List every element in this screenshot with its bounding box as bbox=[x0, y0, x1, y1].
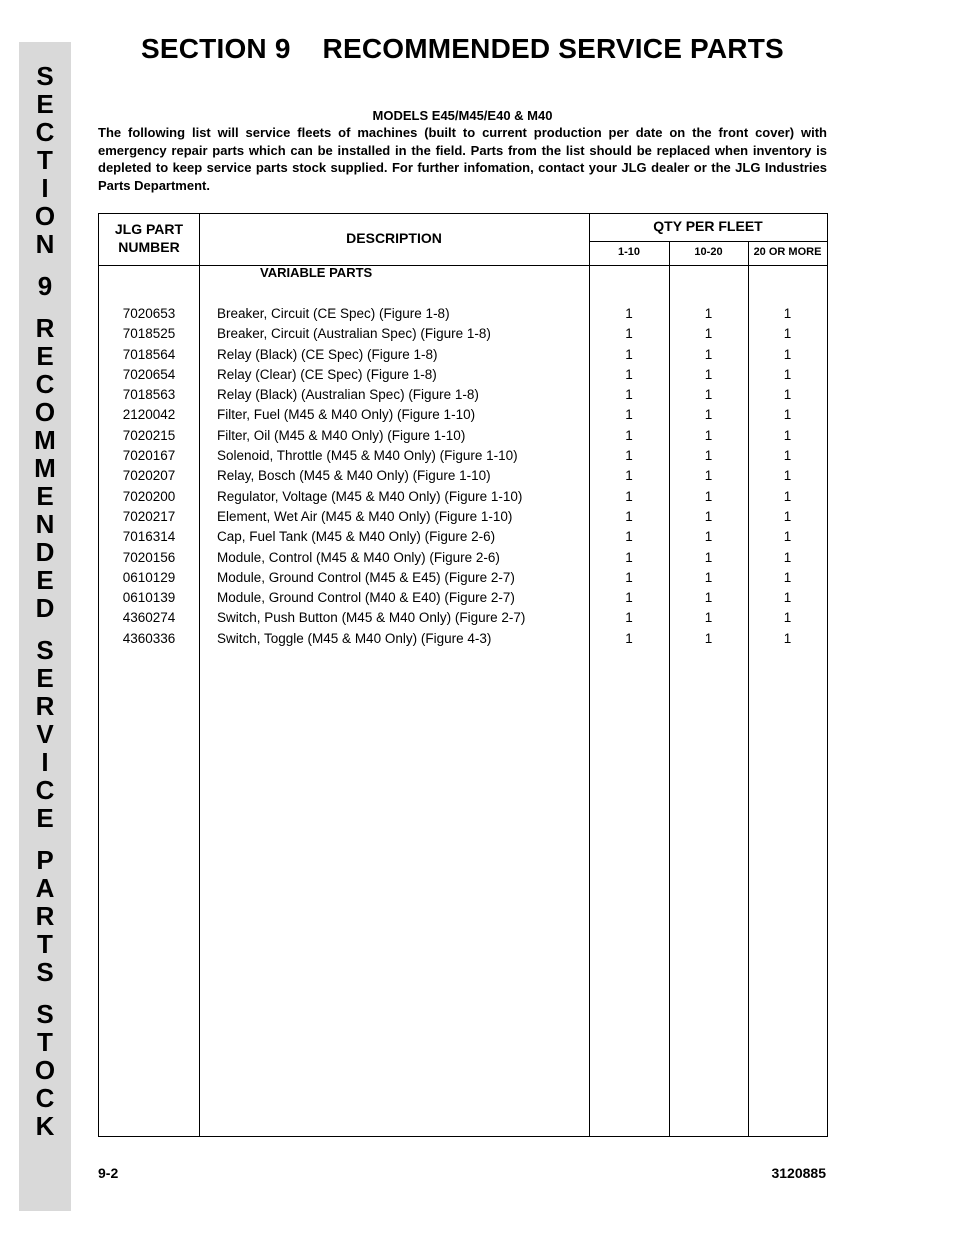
table-row bbox=[99, 509, 827, 529]
table-row bbox=[99, 529, 827, 549]
description-cell: Switch, Toggle (M45 & M40 Only) (Figure 4-3) bbox=[217, 630, 492, 646]
qty-1-10-cell: 1 bbox=[625, 468, 633, 484]
qty-20-or-more-cell: 1 bbox=[783, 427, 792, 443]
qty-1-10-cell: 1 bbox=[625, 387, 633, 403]
sidebar-letter: S bbox=[36, 635, 54, 665]
qty-20-or-more-cell: 1 bbox=[783, 346, 792, 362]
parts-table bbox=[98, 213, 828, 1137]
qty-1-10-cell: 1 bbox=[625, 549, 633, 565]
sidebar-letter: E bbox=[36, 565, 54, 595]
description-cell: Solenoid, Throttle (M45 & M40 Only) (Figure 1-10) bbox=[217, 448, 518, 464]
sidebar-letter: E bbox=[36, 481, 54, 511]
qty-10-20-cell: 1 bbox=[704, 427, 713, 443]
qty-20-or-more-cell: 1 bbox=[783, 529, 792, 545]
sidebar-vertical-text bbox=[19, 62, 71, 1140]
qty-20-or-more-cell: 1 bbox=[783, 326, 792, 342]
qty-20-or-more-cell: 1 bbox=[783, 549, 792, 565]
qty-1-10-cell: 1 bbox=[625, 610, 633, 626]
table-row bbox=[99, 428, 827, 448]
description-cell: Element, Wet Air (M45 & M40 Only) (Figure 1-10) bbox=[217, 508, 513, 524]
sidebar-letter: E bbox=[36, 663, 54, 693]
table-row bbox=[99, 570, 827, 590]
table-row bbox=[99, 610, 827, 630]
sidebar-letter: N bbox=[35, 229, 55, 259]
header-qty-10-20: 10-20 bbox=[694, 246, 723, 258]
description-cell: Breaker, Circuit (CE Spec) (Figure 1-8) bbox=[217, 306, 450, 321]
qty-20-or-more-cell: 1 bbox=[783, 569, 792, 585]
description-cell: Regulator, Voltage (M45 & M40 Only) (Figure 1-10) bbox=[217, 488, 523, 504]
qty-1-10-cell: 1 bbox=[625, 630, 633, 646]
qty-10-20-cell: 1 bbox=[704, 529, 713, 545]
qty-10-20-cell: 1 bbox=[704, 346, 713, 362]
qty-1-10-cell: 1 bbox=[625, 529, 633, 545]
table-row bbox=[99, 407, 827, 427]
sidebar-letter: R bbox=[35, 313, 55, 343]
qty-20-or-more-cell: 1 bbox=[783, 630, 792, 646]
qty-20-or-more-cell: 1 bbox=[783, 488, 792, 504]
part-number-cell: 7020217 bbox=[122, 508, 176, 524]
sidebar-letter: I bbox=[41, 173, 49, 203]
table-row bbox=[99, 550, 827, 570]
table-row bbox=[99, 448, 827, 468]
sidebar-letter: S bbox=[36, 61, 54, 91]
qty-10-20-cell: 1 bbox=[704, 569, 713, 585]
qty-10-20-cell: 1 bbox=[704, 306, 713, 321]
qty-10-20-cell: 1 bbox=[704, 407, 713, 423]
qty-10-20-cell: 1 bbox=[704, 549, 713, 565]
page-number: 9-2 bbox=[98, 1165, 119, 1181]
description-cell: Filter, Oil (M45 & M40 Only) (Figure 1-10) bbox=[217, 427, 466, 443]
qty-1-10-cell: 1 bbox=[625, 306, 633, 321]
qty-20-or-more-cell: 1 bbox=[783, 448, 792, 464]
description-cell: Module, Ground Control (M40 & E40) (Figure 2-7) bbox=[217, 590, 515, 606]
qty-10-20-cell: 1 bbox=[704, 326, 713, 342]
models-heading: MODELS E45/M45/E40 & M40 bbox=[372, 108, 553, 123]
sidebar-letter: T bbox=[37, 1027, 53, 1057]
sidebar-letter: R bbox=[35, 901, 55, 931]
qty-1-10-cell: 1 bbox=[625, 590, 633, 606]
sidebar-letter: C bbox=[35, 369, 55, 399]
page-title: SECTION 9 RECOMMENDED SERVICE PARTS bbox=[141, 33, 784, 64]
table-row bbox=[99, 468, 827, 488]
sidebar-letter: C bbox=[35, 117, 55, 147]
intro-paragraph: The following list will service fleets of machines (built to current production per date on the front cover) with emergency repair parts which can be installed in the field. Parts from the list should be replaced when inventory is depleted to keep service parts stock supplied. For further infomation, contact your JLG dealer or the JLG Industries Parts Department. bbox=[98, 125, 827, 193]
sidebar-letter: O bbox=[34, 1055, 56, 1085]
sidebar-letter: P bbox=[36, 845, 54, 875]
part-number-cell: 7020653 bbox=[122, 306, 176, 321]
sidebar-letter: D bbox=[35, 593, 55, 623]
sidebar-letter: C bbox=[35, 1083, 55, 1113]
table-row bbox=[99, 367, 827, 387]
qty-10-20-cell: 1 bbox=[704, 630, 713, 646]
header-qty-20-or-more: 20 OR MORE bbox=[753, 246, 822, 258]
sidebar-letter: O bbox=[34, 201, 56, 231]
qty-1-10-cell: 1 bbox=[625, 346, 633, 362]
sidebar-letter: M bbox=[34, 425, 56, 455]
header-description: DESCRIPTION bbox=[346, 230, 442, 246]
qty-1-10-cell: 1 bbox=[625, 448, 633, 464]
header-qty-per-fleet: QTY PER FLEET bbox=[653, 218, 763, 234]
qty-20-or-more-cell: 1 bbox=[783, 306, 792, 321]
sidebar-letter: C bbox=[35, 775, 55, 805]
sidebar-letter: V bbox=[36, 719, 54, 749]
qty-10-20-cell: 1 bbox=[704, 366, 713, 382]
qty-1-10-cell: 1 bbox=[625, 427, 633, 443]
part-number-cell: 4360274 bbox=[122, 610, 176, 626]
sidebar-letter: S bbox=[36, 999, 54, 1029]
table-row bbox=[99, 590, 827, 610]
description-cell: Filter, Fuel (M45 & M40 Only) (Figure 1-10) bbox=[217, 407, 476, 423]
qty-10-20-cell: 1 bbox=[704, 387, 713, 403]
description-cell: Relay, Bosch (M45 & M40 Only) (Figure 1-10) bbox=[217, 468, 491, 484]
sidebar-letter: S bbox=[36, 957, 54, 987]
qty-1-10-cell: 1 bbox=[625, 488, 633, 504]
qty-1-10-cell: 1 bbox=[625, 508, 633, 524]
sidebar-letter: O bbox=[34, 397, 56, 427]
sidebar-letter: A bbox=[35, 873, 55, 903]
sidebar-letter: I bbox=[41, 747, 49, 777]
description-cell: Switch, Push Button (M45 & M40 Only) (Figure 2-7) bbox=[217, 610, 526, 626]
part-number-cell: 7018564 bbox=[122, 346, 176, 362]
sidebar-letter: 9 bbox=[37, 271, 53, 301]
description-cell: Module, Control (M45 & M40 Only) (Figure 2-6) bbox=[217, 549, 500, 565]
qty-10-20-cell: 1 bbox=[704, 610, 713, 626]
table-row bbox=[99, 489, 827, 509]
sidebar-letter: E bbox=[36, 89, 54, 119]
header-part-number: JLG PART NUMBER bbox=[114, 221, 184, 255]
qty-20-or-more-cell: 1 bbox=[783, 387, 792, 403]
part-number-cell: 7020200 bbox=[122, 488, 176, 504]
qty-1-10-cell: 1 bbox=[625, 569, 633, 585]
table-row bbox=[99, 306, 827, 326]
qty-20-or-more-cell: 1 bbox=[783, 407, 792, 423]
description-cell: Module, Ground Control (M45 & E45) (Figure 2-7) bbox=[217, 569, 515, 585]
qty-20-or-more-cell: 1 bbox=[783, 610, 792, 626]
qty-20-or-more-cell: 1 bbox=[783, 508, 792, 524]
table-row bbox=[99, 631, 827, 651]
sidebar-letter: E bbox=[36, 803, 54, 833]
section-sidebar-tab bbox=[19, 42, 71, 1211]
description-cell: Relay (Black) (Australian Spec) (Figure 1-8) bbox=[217, 387, 479, 403]
qty-1-10-cell: 1 bbox=[625, 407, 633, 423]
qty-20-or-more-cell: 1 bbox=[783, 366, 792, 382]
table-row bbox=[99, 347, 827, 367]
variable-parts-label: VARIABLE PARTS bbox=[260, 265, 373, 280]
description-cell: Breaker, Circuit (Australian Spec) (Figure 1-8) bbox=[217, 326, 491, 342]
qty-20-or-more-cell: 1 bbox=[783, 590, 792, 606]
sidebar-letter: T bbox=[37, 145, 53, 175]
qty-10-20-cell: 1 bbox=[704, 508, 713, 524]
qty-10-20-cell: 1 bbox=[704, 468, 713, 484]
qty-1-10-cell: 1 bbox=[625, 366, 633, 382]
part-number-cell: 7018563 bbox=[122, 387, 176, 403]
parts-list bbox=[99, 306, 827, 651]
qty-20-or-more-cell: 1 bbox=[783, 468, 792, 484]
part-number-cell: 7020215 bbox=[122, 427, 176, 443]
sidebar-letter: M bbox=[34, 453, 56, 483]
part-number-cell: 7020167 bbox=[122, 448, 176, 464]
description-cell: Cap, Fuel Tank (M45 & M40 Only) (Figure 2-6) bbox=[217, 529, 496, 545]
part-number-cell: 7020207 bbox=[122, 468, 176, 484]
qty-10-20-cell: 1 bbox=[704, 488, 713, 504]
part-number-cell: 2120042 bbox=[122, 407, 176, 423]
part-number-cell: 7018525 bbox=[122, 326, 176, 342]
qty-10-20-cell: 1 bbox=[704, 590, 713, 606]
part-number-cell: 4360336 bbox=[122, 630, 176, 646]
part-number-cell: 0610129 bbox=[122, 569, 176, 585]
sidebar-letter: N bbox=[35, 509, 55, 539]
description-cell: Relay (Black) (CE Spec) (Figure 1-8) bbox=[217, 346, 438, 362]
part-number-cell: 7020156 bbox=[122, 549, 176, 565]
sidebar-letter: D bbox=[35, 537, 55, 567]
document-number: 3120885 bbox=[771, 1165, 826, 1181]
header-qty-1-10: 1-10 bbox=[617, 246, 641, 258]
description-cell: Relay (Clear) (CE Spec) (Figure 1-8) bbox=[217, 366, 437, 382]
qty-10-20-cell: 1 bbox=[704, 448, 713, 464]
part-number-cell: 7020654 bbox=[122, 366, 176, 382]
sidebar-letter: T bbox=[37, 929, 53, 959]
sidebar-letter: K bbox=[35, 1111, 55, 1141]
table-row bbox=[99, 326, 827, 346]
sidebar-letter: E bbox=[36, 341, 54, 371]
table-row bbox=[99, 387, 827, 407]
part-number-cell: 7016314 bbox=[122, 529, 176, 545]
part-number-cell: 0610139 bbox=[122, 590, 176, 606]
sidebar-letter: R bbox=[35, 691, 55, 721]
qty-1-10-cell: 1 bbox=[625, 326, 633, 342]
